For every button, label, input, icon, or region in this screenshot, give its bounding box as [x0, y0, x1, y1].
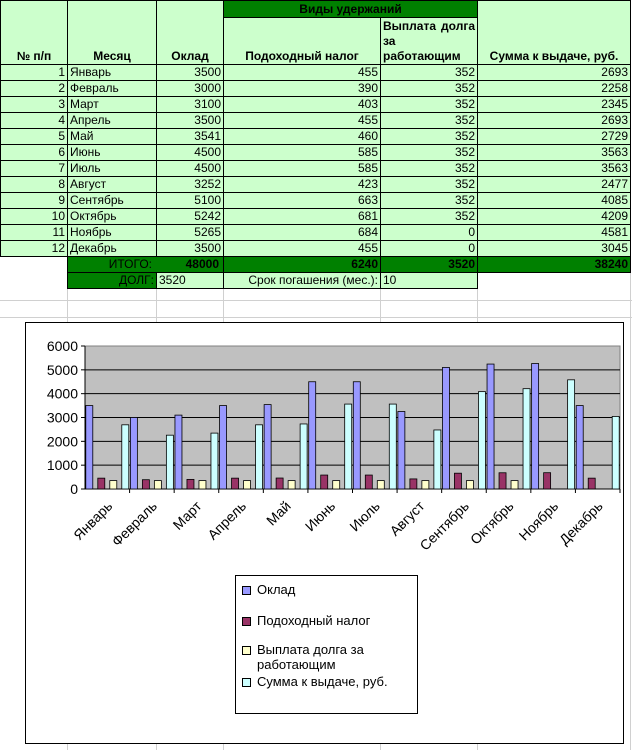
row-num: 12 — [1, 241, 68, 257]
bar-3 — [422, 481, 429, 489]
row-tax: 585 — [224, 145, 381, 161]
table-row — [1, 129, 631, 145]
row-debt: 352 — [381, 65, 478, 81]
x-tick-label: Ноябрь — [515, 497, 562, 544]
y-tick-label: 3000 — [46, 409, 78, 426]
chart-legend — [235, 575, 418, 714]
bar-4 — [211, 433, 218, 489]
row-num: 3 — [1, 97, 68, 113]
total-payout: 38240 — [478, 257, 631, 273]
bar-1 — [398, 411, 405, 489]
row-debt: 352 — [381, 97, 478, 113]
row-month: Май — [68, 129, 157, 145]
row-num: 2 — [1, 81, 68, 97]
bar-4 — [256, 425, 263, 489]
bar-1 — [86, 406, 93, 489]
header-payout: Сумма к выдаче, руб. — [478, 1, 631, 65]
x-tick-label: Июль — [346, 497, 383, 535]
row-payout: 3045 — [478, 241, 631, 257]
row-debt: 352 — [381, 113, 478, 129]
bar-2 — [276, 478, 283, 489]
bar-2 — [544, 473, 551, 489]
y-tick-label: 1000 — [46, 457, 78, 474]
table-row — [1, 97, 631, 113]
term-label: Срок погашения (мес.): — [224, 273, 381, 289]
table-row — [1, 177, 631, 193]
bar-3 — [511, 481, 518, 489]
row-salary: 3500 — [157, 65, 224, 81]
legend-key — [242, 586, 251, 595]
row-payout: 2345 — [478, 97, 631, 113]
row-salary: 3000 — [157, 81, 224, 97]
row-salary: 5100 — [157, 193, 224, 209]
row-salary: 3100 — [157, 97, 224, 113]
debt-label: ДОЛГ: — [68, 273, 157, 289]
bar-1 — [175, 415, 182, 489]
bar-1 — [532, 364, 539, 489]
bar-1 — [309, 382, 316, 489]
row-num: 7 — [1, 161, 68, 177]
table-row — [1, 225, 631, 241]
blank-cell — [1, 257, 68, 273]
row-month: Октябрь — [68, 209, 157, 225]
x-tick-label: Декабрь — [555, 497, 606, 548]
bar-2 — [187, 479, 194, 489]
bar-4 — [612, 416, 619, 489]
row-debt: 352 — [381, 193, 478, 209]
bar-3 — [154, 481, 161, 489]
bar-1 — [130, 418, 137, 490]
row-debt: 352 — [381, 161, 478, 177]
blank-cell — [1, 273, 68, 289]
bar-1 — [442, 367, 449, 489]
legend-item — [242, 674, 407, 689]
row-debt: 352 — [381, 81, 478, 97]
x-tick-label: Октябрь — [466, 497, 517, 548]
row-month: Февраль — [68, 81, 157, 97]
bar-1 — [264, 405, 271, 489]
bar-2 — [98, 478, 105, 489]
bar-4 — [434, 430, 441, 489]
table-row — [1, 113, 631, 129]
total-tax: 6240 — [224, 257, 381, 273]
row-tax: 684 — [224, 225, 381, 241]
row-payout: 3563 — [478, 145, 631, 161]
row-tax: 390 — [224, 81, 381, 97]
bar-4 — [389, 404, 396, 489]
bar-2 — [588, 478, 595, 489]
table-row — [1, 209, 631, 225]
bar-4 — [122, 425, 129, 489]
bar-2 — [499, 473, 506, 489]
bar-1 — [576, 406, 583, 489]
header-debt-payment: Выплата долга за работающим — [381, 18, 478, 65]
term-value: 10 — [381, 273, 478, 289]
row-payout: 2477 — [478, 177, 631, 193]
y-tick-label: 2000 — [46, 433, 78, 450]
row-month: Апрель — [68, 113, 157, 129]
row-month: Март — [68, 97, 157, 113]
x-tick-label: Март — [169, 497, 205, 533]
row-salary: 4500 — [157, 161, 224, 177]
bar-1 — [220, 406, 227, 489]
bar-4 — [523, 389, 530, 489]
row-num: 11 — [1, 225, 68, 241]
row-tax: 663 — [224, 193, 381, 209]
x-tick-label: Апрель — [204, 497, 250, 543]
row-tax: 455 — [224, 65, 381, 81]
y-tick-label: 6000 — [46, 338, 78, 354]
row-num: 5 — [1, 129, 68, 145]
bar-2 — [321, 475, 328, 489]
y-tick-label: 5000 — [46, 361, 78, 378]
bar-2 — [410, 479, 417, 489]
row-debt: 352 — [381, 209, 478, 225]
legend-item — [242, 582, 407, 597]
y-tick-label: 4000 — [46, 385, 78, 402]
salary-table — [0, 0, 631, 289]
table-row — [1, 145, 631, 161]
bar-3 — [110, 481, 117, 489]
row-salary: 3500 — [157, 113, 224, 129]
legend-item — [242, 613, 407, 628]
bar-4 — [478, 392, 485, 489]
row-month: Сентябрь — [68, 193, 157, 209]
row-tax: 455 — [224, 241, 381, 257]
bar-2 — [142, 480, 149, 489]
bar-3 — [377, 481, 384, 489]
row-tax: 403 — [224, 97, 381, 113]
bar-2 — [365, 475, 372, 489]
row-salary: 3541 — [157, 129, 224, 145]
row-debt: 352 — [381, 129, 478, 145]
row-num: 10 — [1, 209, 68, 225]
row-num: 1 — [1, 65, 68, 81]
bar-1 — [487, 364, 494, 489]
row-payout: 4209 — [478, 209, 631, 225]
row-month: Июнь — [68, 145, 157, 161]
bar-3 — [466, 481, 473, 489]
header-num: № п/п — [1, 1, 68, 65]
bar-3 — [199, 481, 206, 489]
row-salary: 3252 — [157, 177, 224, 193]
legend-key — [242, 646, 251, 655]
header-income-tax: Подоходный налог — [224, 18, 381, 65]
y-tick-label: 0 — [70, 481, 78, 497]
row-payout: 2729 — [478, 129, 631, 145]
row-payout: 2258 — [478, 81, 631, 97]
row-num: 6 — [1, 145, 68, 161]
row-payout: 3563 — [478, 161, 631, 177]
table-row — [1, 161, 631, 177]
legend-key — [242, 617, 251, 626]
bar-2 — [454, 473, 461, 489]
x-tick-label: Январь — [70, 497, 116, 544]
x-tick-label: Август — [386, 497, 428, 539]
row-tax: 460 — [224, 129, 381, 145]
x-tick-label: Февраль — [108, 497, 160, 550]
header-month: Месяц — [68, 1, 157, 65]
bar-1 — [353, 382, 360, 489]
row-month: Декабрь — [68, 241, 157, 257]
header-salary: Оклад — [157, 1, 224, 65]
row-debt: 352 — [381, 145, 478, 161]
totals-label-and-salary — [68, 257, 224, 273]
blank-cell — [478, 273, 631, 289]
table-row — [1, 65, 631, 81]
row-payout: 4581 — [478, 225, 631, 241]
bar-4 — [345, 404, 352, 489]
row-month: Август — [68, 177, 157, 193]
chart-area — [25, 322, 624, 744]
x-tick-label: Июнь — [301, 497, 339, 535]
bar-4 — [300, 424, 307, 489]
row-num: 8 — [1, 177, 68, 193]
row-month: Июль — [68, 161, 157, 177]
total-salary: 48000 — [185, 257, 219, 271]
legend-key — [242, 678, 251, 687]
row-tax: 585 — [224, 161, 381, 177]
totals-label: ИТОГО: — [108, 257, 152, 271]
row-debt: 352 — [381, 177, 478, 193]
bar-3 — [333, 481, 340, 489]
row-month: Январь — [68, 65, 157, 81]
row-num: 4 — [1, 113, 68, 129]
row-payout: 4085 — [478, 193, 631, 209]
row-debt: 0 — [381, 241, 478, 257]
legend-label: Подоходный налог — [257, 613, 371, 628]
bar-3 — [288, 481, 295, 489]
x-tick-label: Сентябрь — [416, 497, 473, 554]
row-salary: 5265 — [157, 225, 224, 241]
row-tax: 455 — [224, 113, 381, 129]
row-month: Ноябрь — [68, 225, 157, 241]
legend-label: Сумма к выдаче, руб. — [257, 674, 388, 689]
row-salary: 4500 — [157, 145, 224, 161]
row-tax: 681 — [224, 209, 381, 225]
row-payout: 2693 — [478, 113, 631, 129]
legend-label: Оклад — [257, 582, 296, 597]
header-deductions-group: Виды удержаний — [224, 1, 478, 18]
legend-label: Выплата долга за работающим — [257, 642, 364, 672]
row-tax: 423 — [224, 177, 381, 193]
bar-2 — [232, 478, 239, 489]
row-debt: 0 — [381, 225, 478, 241]
row-num: 9 — [1, 193, 68, 209]
table-row — [1, 241, 631, 257]
bar-3 — [244, 481, 251, 489]
row-payout: 2693 — [478, 65, 631, 81]
bar-4 — [568, 380, 575, 489]
row-salary: 3500 — [157, 241, 224, 257]
table-row — [1, 193, 631, 209]
x-tick-label: Май — [263, 497, 294, 529]
debt-value: 3520 — [157, 273, 224, 289]
total-debt: 3520 — [381, 257, 478, 273]
row-salary: 5242 — [157, 209, 224, 225]
table-row — [1, 81, 631, 97]
legend-item — [242, 642, 407, 672]
bar-4 — [166, 435, 173, 489]
